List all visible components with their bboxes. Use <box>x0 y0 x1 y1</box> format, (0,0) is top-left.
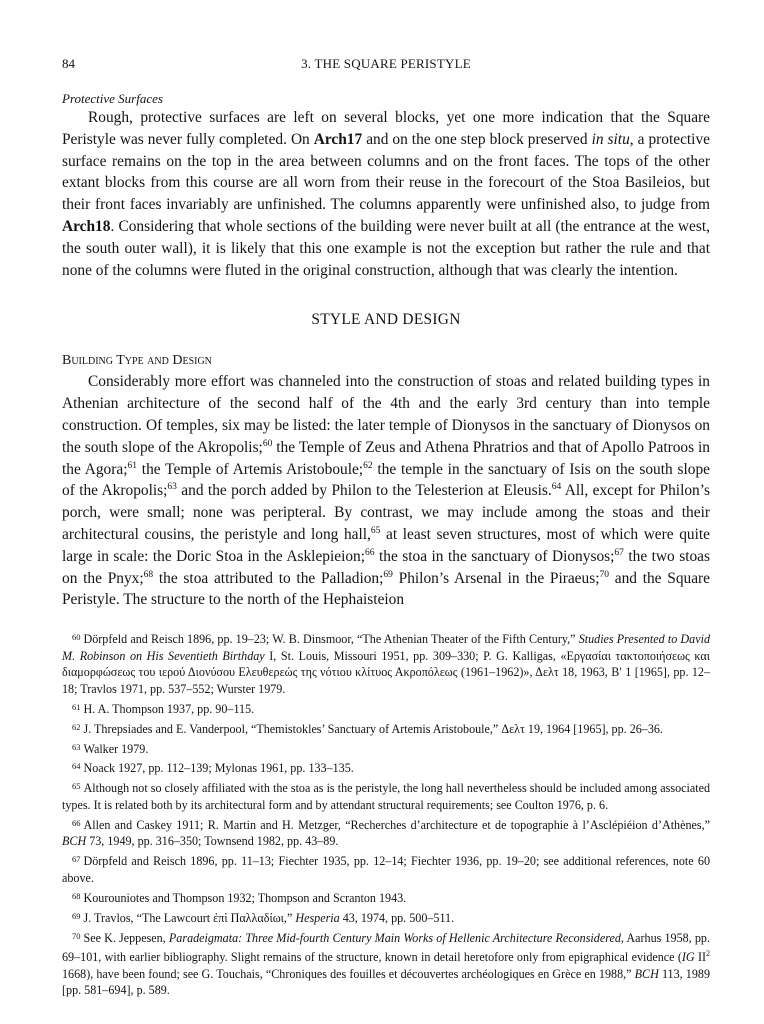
page-number: 84 <box>62 56 75 71</box>
paragraph-text: and the Square Peristyle. The structure to the north of the Hephaisteion <box>62 569 710 609</box>
footnote-number: 61 <box>72 701 81 712</box>
footnote-65 <box>62 778 710 813</box>
footnote-text: 113, 1989 [pp. 581–694], p. 589. <box>62 966 710 998</box>
paragraph-text: , a protective surface remains on the top in the area between columns and on the front faces. The tops of the other extant blocks from this course are all worn from their reuse in the forecourt of the Stoa Basileios, but their front faces invariably are unfinished. The columns apparently were unfinished also, to judge from <box>62 130 710 214</box>
footnote-ref[interactable]: 67 <box>614 547 624 558</box>
paragraph-building-type <box>62 371 710 611</box>
paragraph-text: the two stoas on the Pnyx; <box>62 547 710 587</box>
footnote-text: Dörpfeld and Reisch 1896, pp. 11–13; Fiechter 1935, pp. 12–14; Fiechter 1936, pp. 19–20; see additional references, note 60 above. <box>62 854 710 885</box>
footnote-text: 43, 1974, pp. 500–511. <box>339 910 455 925</box>
footnote-number: 65 <box>72 781 81 792</box>
paragraph-text: and the porch added by Philon to the Telesterion at Eleusis. <box>176 482 552 500</box>
footnote-number: 62 <box>72 721 81 732</box>
footnote-text: , Aarhus 1958, pp. 69–101, with earlier bibliography. Slight remains of the structure, known in detail heretofore only from epigraphical evidence ( <box>62 930 710 965</box>
footnote-text: II <box>694 950 707 965</box>
footnote-number: 64 <box>72 761 81 772</box>
footnote-text: Kourouniotes and Thompson 1932; Thompson and Scranton 1943. <box>83 890 407 905</box>
footnote-superscript: 2 <box>706 949 711 959</box>
paragraph-text: Considerably more effort was channeled into the construction of stoas and related building types in Athenian architecture of the second half of the 4th and the early 3rd century than into temple construction. Of temples, six may be listed: the later temple of Dionysos in the sanctuary of Dionysos on the south slope of the Akropolis; <box>62 373 710 456</box>
footnote-text: I, St. Louis, Missouri 1951, pp. 309–330; P. G. Kalligas, «Εργασίαι τακτοποιήσεως και διαμορφώσεως του ιερού Διονύσου Ελευθερεώς της νότιου κλίτυος Ακροπόλεως (1961–1962)», Δελτ 18, 1963, Β′ 1 [1965], pp. 12–18; Travlos 1971, pp. 537–552; Wurster 1979. <box>62 648 711 696</box>
footnote-ref[interactable]: 63 <box>167 482 177 493</box>
paragraph-text: Philon’s Arsenal in the Piraeus; <box>392 569 600 587</box>
running-head <box>62 56 710 76</box>
footnote-ref[interactable]: 61 <box>127 460 137 471</box>
footnotes <box>62 629 710 999</box>
footnote-ref[interactable]: 62 <box>363 460 373 471</box>
footnote-text: Although not so closely affiliated with the stoa as is the peristyle, the long hall nevertheless should be included among associated types. It is related both by its architectural form and by attendant structural requirements; see Coulton 1976, p. 6. <box>62 781 710 812</box>
footnote-text: Noack 1927, pp. 112–139; Mylonas 1961, pp. 133–135. <box>83 761 354 776</box>
footnote-text: See K. Jeppesen, <box>83 930 169 945</box>
footnote-ref[interactable]: 70 <box>599 569 609 580</box>
footnote-63 <box>62 739 710 758</box>
subsection-heading-building-type: Building Type and Design <box>62 353 212 369</box>
footnote-ref[interactable]: 60 <box>262 438 273 449</box>
footnote-62 <box>62 719 710 738</box>
footnote-66 <box>62 815 710 850</box>
paragraph-text: and on the one step block preserved <box>362 130 592 148</box>
section-heading-style-and-design: STYLE AND DESIGN <box>311 311 461 329</box>
italic-term: in situ <box>591 130 630 148</box>
footnote-italic: Paradeigmata: Three Mid-fourth Century Main Works of Hellenic Architecture Reconsidered <box>168 930 621 945</box>
paragraph-text: the stoa in the sanctuary of Dionysos; <box>374 547 615 565</box>
footnote-number: 69 <box>72 910 81 921</box>
paragraph-text: Rough, protective surfaces are left on several blocks, yet one more indication that the Square Peristyle was never fully completed. On <box>62 109 710 148</box>
footnote-ref[interactable]: 69 <box>383 569 393 580</box>
catalogue-ref-arch18: Arch18 <box>62 217 111 235</box>
paragraph-text: at least seven structures, most of which were quite large in scale: the Doric Stoa in the Asklepieion; <box>62 525 710 565</box>
footnote-number: 63 <box>72 741 81 752</box>
footnote-ref[interactable]: 68 <box>143 569 154 580</box>
footnote-61 <box>62 699 710 718</box>
footnote-69 <box>62 908 710 927</box>
paragraph-text: All, except for Philon’s porch, were small; none was peripteral. By contrast, we may include among the stoas and their architectural cousins, the peristyle and long hall, <box>62 482 711 543</box>
footnote-text: J. Travlos, “The Lawcourt ἐπὶ Παλλαδίωι,” <box>83 910 296 925</box>
footnote-ref[interactable]: 65 <box>370 525 381 536</box>
footnote-text: H. A. Thompson 1937, pp. 90–115. <box>83 701 255 716</box>
footnote-number: 70 <box>72 930 81 941</box>
footnote-ref[interactable]: 64 <box>551 482 562 493</box>
footnote-68 <box>62 888 710 907</box>
footnote-italic: BCH <box>62 834 87 849</box>
footnote-ref[interactable]: 66 <box>365 547 375 558</box>
paragraph-text: the stoa attributed to the Palladion; <box>153 569 384 587</box>
footnote-number: 60 <box>72 632 81 643</box>
paragraph-text: the Temple of Zeus and Athena Phratrios and that of Apollo Patroos in the Agora; <box>62 438 710 478</box>
footnote-italic: BCH <box>634 966 659 981</box>
footnote-text: J. Threpsiades and E. Vanderpool, “Themistokles’ Sanctuary of Artemis Aristoboule,” Δελτ 19, 1964 [1965], pp. 26–36. <box>83 721 663 736</box>
footnote-text: 73, 1949, pp. 316–350; Townsend 1982, pp. 43–89. <box>86 834 339 849</box>
footnote-67 <box>62 851 710 886</box>
footnote-60 <box>62 629 710 697</box>
paragraph-protective-surfaces <box>62 107 710 281</box>
footnote-text: Walker 1979. <box>83 741 149 756</box>
footnote-number: 67 <box>72 854 81 865</box>
footnote-number: 68 <box>72 890 81 901</box>
footnote-number: 66 <box>72 817 81 828</box>
footnote-italic: IG <box>681 950 695 965</box>
page <box>62 56 710 1000</box>
footnote-italic: Hesperia <box>295 910 340 925</box>
footnote-text: Allen and Caskey 1911; R. Martin and H. Metzger, “Recherches d’architecture et de topographie à l’Asclépiéion d’Athènes,” <box>83 817 710 832</box>
catalogue-ref-arch17: Arch17 <box>313 130 363 148</box>
footnote-text: 1668), have been found; see G. Touchais, “Chroniques des fouilles et découvertes archéologiques en Grèce en 1988,” <box>62 966 635 981</box>
footnote-italic: Studies Presented to David M. Robinson on His Seventieth Birthday <box>62 632 710 663</box>
footnote-64 <box>62 758 710 777</box>
footnote-70 <box>62 928 710 999</box>
chapter-title: 3. THE SQUARE PERISTYLE <box>301 56 471 71</box>
paragraph-text: the Temple of Artemis Aristoboule; <box>137 460 364 478</box>
subsection-heading-protective-surfaces: Protective Surfaces <box>62 91 163 106</box>
paragraph-text: . Considering that whole sections of the building were never built at all (the entrance at the west, the south outer wall), it is likely that this one example is not the exception but rather the rule and that none of the columns were fluted in the original construction, although that was clearly the intention. <box>62 217 710 279</box>
footnote-text: Dörpfeld and Reisch 1896, pp. 19–23; W. B. Dinsmoor, “The Athenian Theater of the Fifth Century,” <box>83 632 579 647</box>
paragraph-text: the temple in the sanctuary of Isis on the south slope of the Akropolis; <box>62 460 711 500</box>
